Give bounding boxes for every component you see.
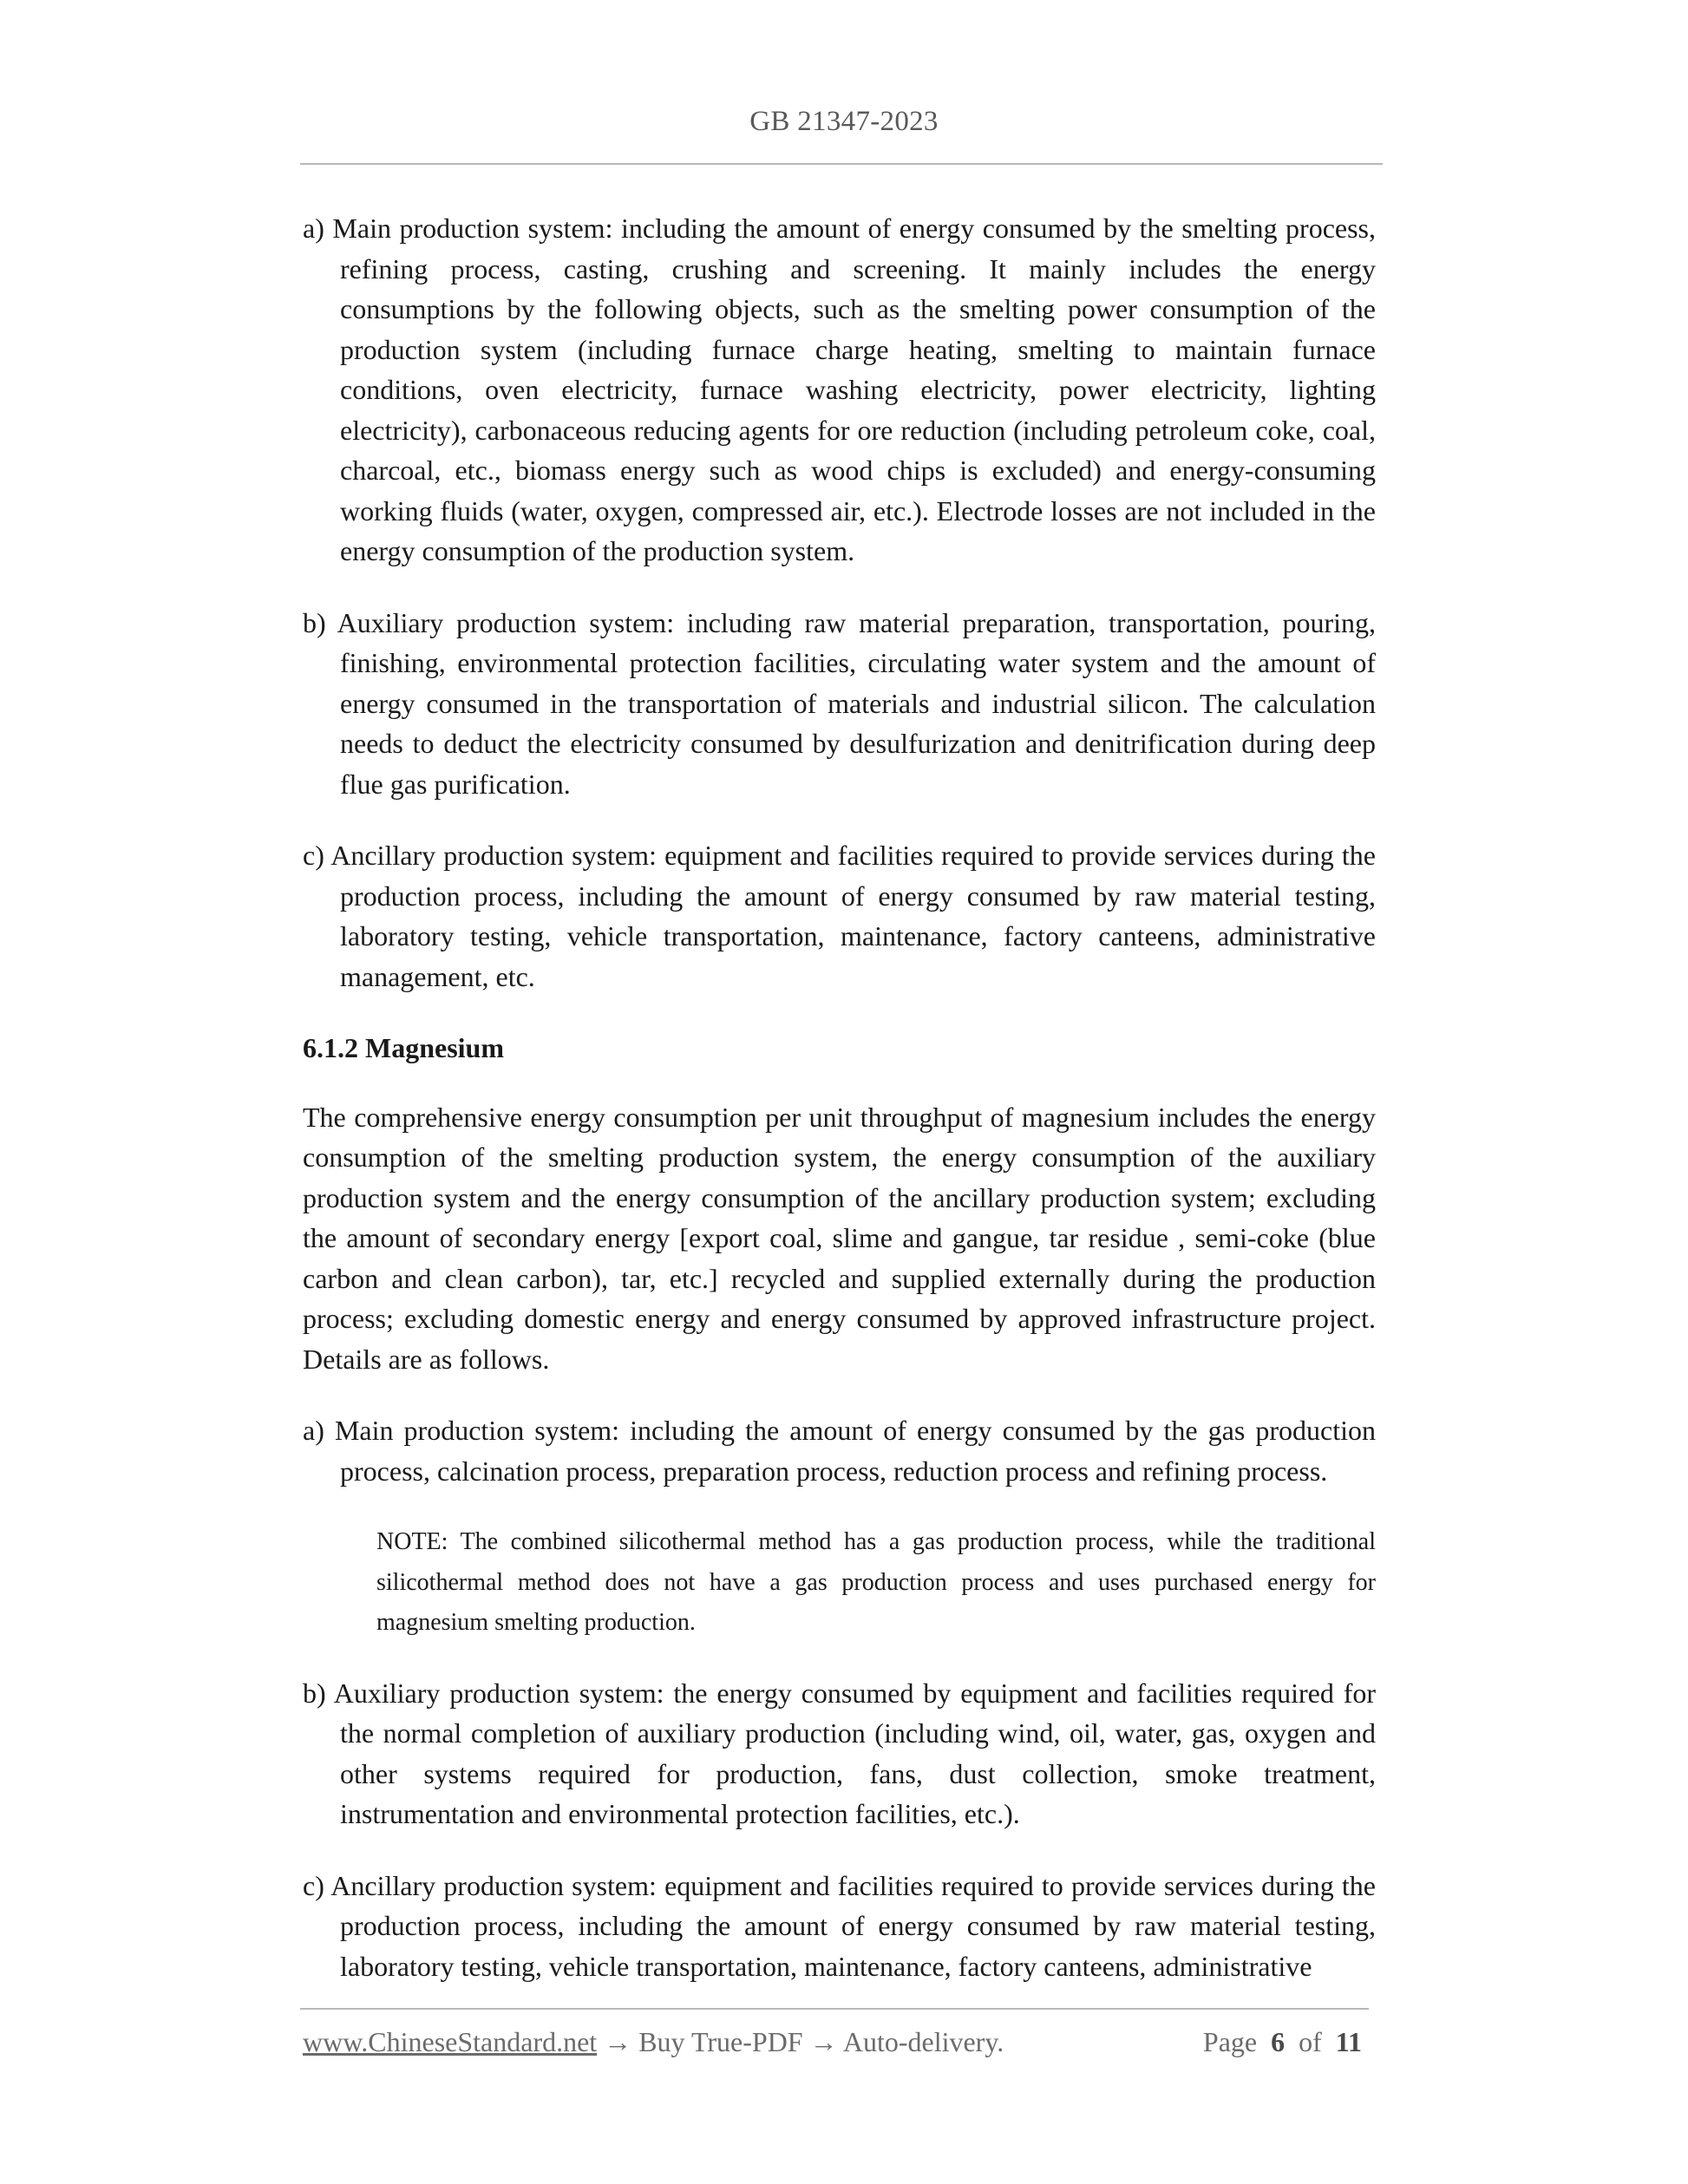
item-label: c) [303, 840, 324, 871]
item-text: Auxiliary production system: the energy consumed by equipment and facilities required for the normal completion of auxiliary production (including wind, oil, water, gas, oxygen and other systems required for production, fans, dust collection, smoke treatment, instrumentation and environmental protection facilities, etc.). [333, 1677, 1377, 1829]
list-item [303, 208, 1376, 572]
website-link[interactable]: www.ChineseStandard.net [303, 2026, 598, 2057]
document-header [0, 106, 1688, 138]
footer-promo [303, 2026, 1004, 2058]
footer-divider [300, 2008, 1369, 2010]
item-label: a) [303, 1415, 324, 1446]
arrow-right-icon: → [604, 2026, 632, 2057]
buy-pdf-text: Buy True-PDF [638, 2026, 803, 2057]
item-label: b) [303, 1677, 326, 1709]
section-intro-paragraph: The comprehensive energy consumption per unit throughput of magnesium includes the energy consumption of the smelting production system, the energy consumption of the auxiliary production system and the energy consumption of the ancillary production system; excluding the amount of secondary energy [export coal, slime and gangue, tar residue , semi-coke (blue carbon and clean carbon), tar, etc.] recycled and supplied externally during the production process; excluding domestic energy and energy consumed by approved infrastructure project. Details are as follows. [303, 1101, 1376, 1375]
section-heading: 6.1.2 Magnesium [303, 1032, 504, 1063]
list-item [303, 835, 1376, 997]
item-label: b) [303, 606, 326, 638]
auto-delivery-text: Auto-delivery. [842, 2026, 1004, 2057]
header-divider [300, 163, 1383, 165]
current-page-number: 6 [1271, 2026, 1286, 2057]
page-indicator [1203, 2026, 1362, 2058]
item-text: Ancillary production system: equipment and facilities required to provide services during the production process, including the amount of energy consumed by raw material testing, laboratory testing, vehicle transportation, maintenance, factory canteens, administrative [330, 1869, 1377, 1982]
list-item [303, 603, 1376, 805]
item-label: c) [303, 1869, 324, 1901]
page-label: Page [1202, 2026, 1258, 2057]
list-item [303, 1866, 1376, 1987]
list-item [303, 1673, 1376, 1834]
page-content [303, 208, 1376, 1986]
item-text: Auxiliary production system: including raw material preparation, transportation, pouring, finishing, environmental protection facilities, circulating water system and the amount of energy consumed in the transportation of materials and industrial silicon. The calculation needs to deduct the electricity consumed by desulfurization and denitrification during deep flue gas purification. [337, 606, 1377, 800]
note-paragraph: NOTE: The combined silicothermal method has a gas production process, while the traditional silicothermal method does not have a gas production process and uses purchased energy for magnesium smelting production. [376, 1528, 1376, 1636]
item-text: Main production system: including the amount of energy consumed by the smelting process, refining process, casting, crushing and screening. It mainly includes the energy consumptions by the following objects, such as the smelting power consumption of the production system (including furnace charge heating, smelting to maintain furnace conditions, oven electricity, furnace washing electricity, power electricity, lighting electricity), carbonaceous reducing agents for ore reduction (including petroleum coke, coal, charcoal, etc., biomass energy such as wood chips is excluded) and energy-consuming working fluids (water, oxygen, compressed air, etc.). Electrode losses are not included in the energy consumption of the production system. [332, 213, 1377, 566]
total-page-number: 11 [1335, 2026, 1362, 2057]
arrow-right-icon: → [809, 2026, 838, 2057]
list-item [303, 1410, 1376, 1491]
item-label: a) [303, 213, 324, 244]
item-text: Main production system: including the amount of energy consumed by the gas production process, calcination process, preparation process, reduction process and refining process. [334, 1415, 1377, 1487]
page-of-label: of [1299, 2026, 1322, 2057]
standard-code: GB 21347-2023 [749, 106, 939, 137]
item-text: Ancillary production system: equipment and facilities required to provide services during the production process, including the amount of energy consumed by raw material testing, laboratory testing, vehicle transportation, maintenance, factory canteens, administrative management, etc. [330, 840, 1377, 992]
